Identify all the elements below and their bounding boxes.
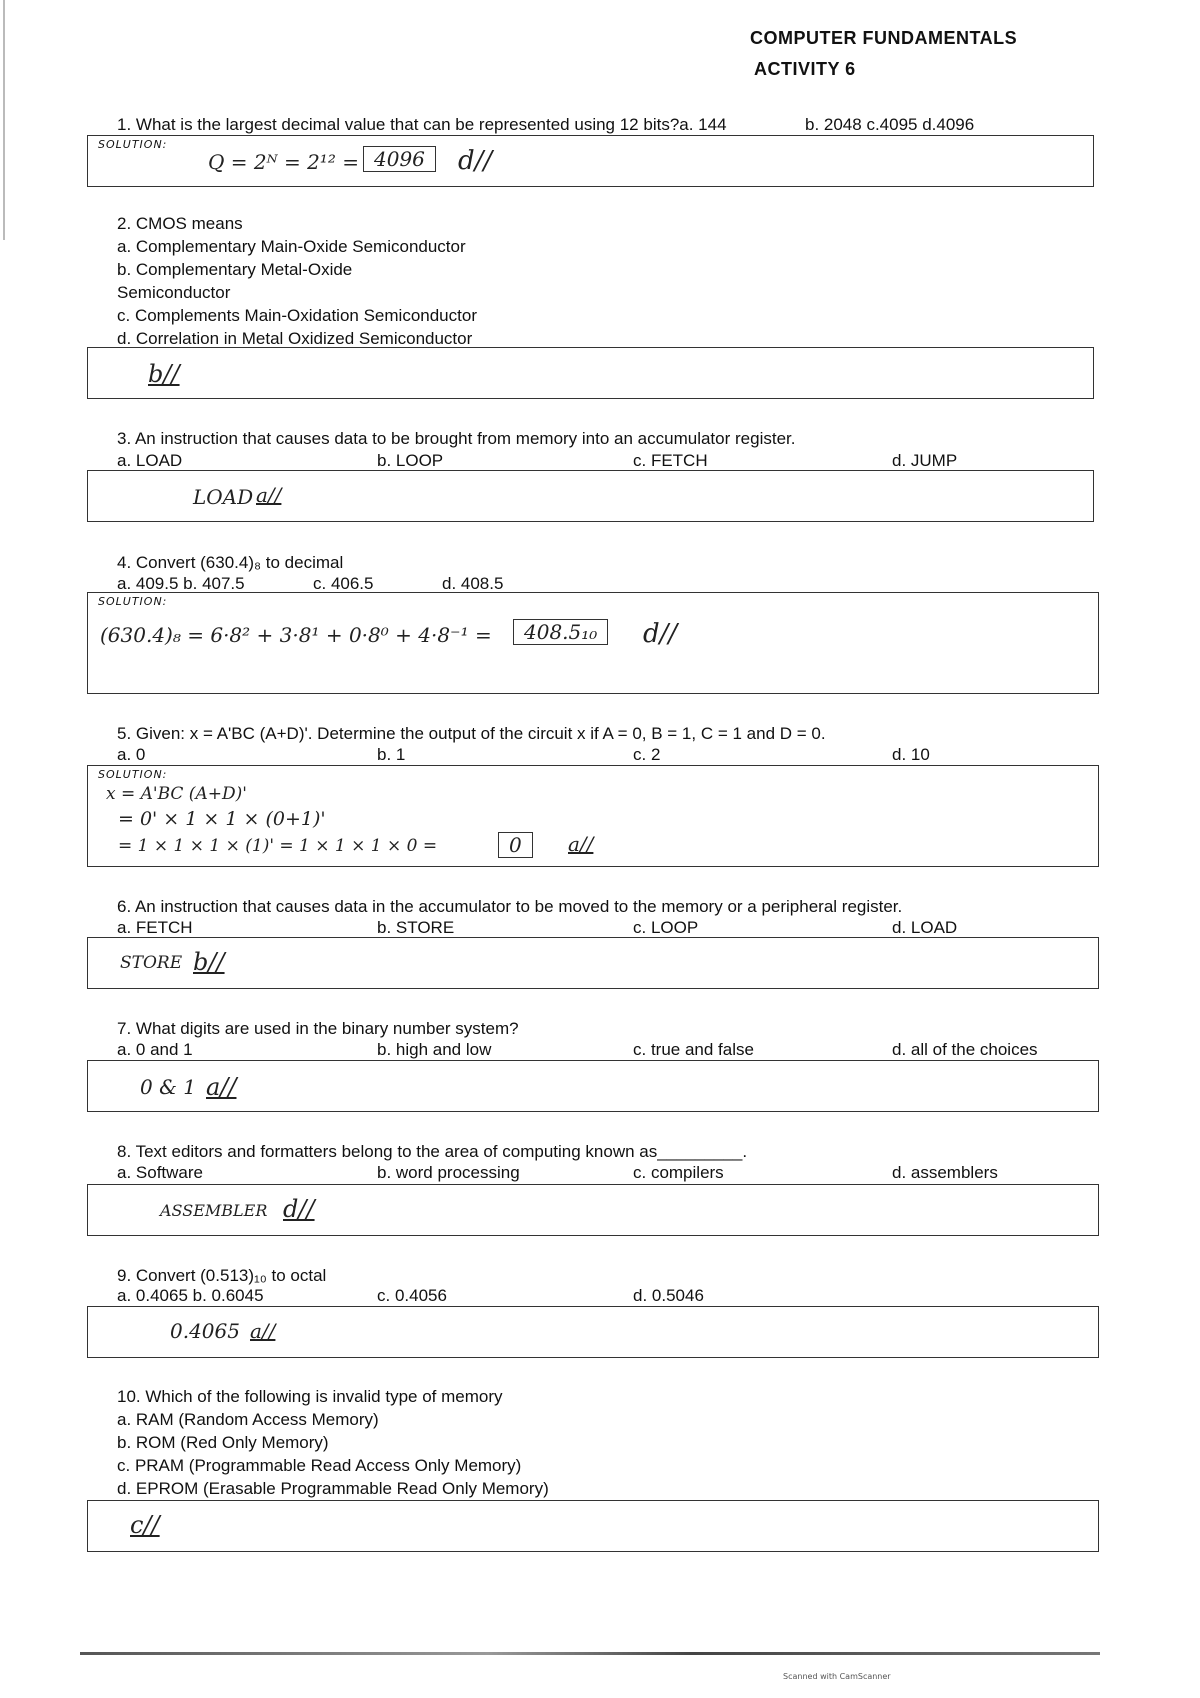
option-d: d. all of the choices bbox=[892, 1040, 1038, 1059]
q8-work: ASSEMBLER bbox=[160, 1201, 268, 1220]
q1-answer: d// bbox=[458, 146, 493, 176]
q7-work: 0 & 1 bbox=[140, 1075, 196, 1099]
q8-answer: d// bbox=[283, 1195, 315, 1223]
option-d: d. 10 bbox=[892, 745, 930, 764]
answer-box-5 bbox=[87, 765, 1099, 867]
option-c: c. compilers bbox=[633, 1163, 724, 1182]
answer-box-3 bbox=[87, 470, 1094, 522]
question-7-text: 7. What digits are used in the binary number system? bbox=[117, 1019, 519, 1038]
question-9-text: 9. Convert (0.513)₁₀ to octal bbox=[117, 1266, 327, 1285]
question-3-text: 3. An instruction that causes data to be brought from memory into an accumulator register. bbox=[117, 429, 796, 448]
q4-answer: d// bbox=[643, 619, 678, 649]
scan-edge-line bbox=[3, 0, 5, 240]
question-2-option-b: b. Complementary Metal-Oxide bbox=[117, 260, 353, 279]
option-b: b. word processing bbox=[377, 1163, 520, 1182]
q3-work: LOAD bbox=[193, 485, 254, 509]
question-10-option-c: c. PRAM (Programmable Read Access Only Memory) bbox=[117, 1456, 522, 1475]
answer-box-9 bbox=[87, 1306, 1099, 1358]
question-2-option-d: d. Correlation in Metal Oxidized Semiconductor bbox=[117, 329, 473, 348]
question-5-text: 5. Given: x = A'BC (A+D)'. Determine the output of the circuit x if A = 0, B = 1, C = 1 and D = 0. bbox=[117, 724, 826, 743]
page-subtitle: ACTIVITY 6 bbox=[754, 59, 856, 79]
q5-answer: a// bbox=[568, 832, 594, 856]
footer-scan-line bbox=[80, 1652, 1100, 1655]
option-b: b. STORE bbox=[377, 918, 455, 937]
option-a: a. FETCH bbox=[117, 918, 193, 937]
option-c: c. FETCH bbox=[633, 451, 708, 470]
question-4-text: 4. Convert (630.4)₈ to decimal bbox=[117, 553, 344, 572]
option-d: d. assemblers bbox=[892, 1163, 998, 1182]
question-6-text: 6. An instruction that causes data in the accumulator to be moved to the memory or a peripheral register. bbox=[117, 897, 903, 916]
question-10-option-d: d. EPROM (Erasable Programmable Read Only Memory) bbox=[117, 1479, 549, 1498]
option-c: c. 0.4056 bbox=[377, 1286, 447, 1305]
option-ab: a. 409.5 b. 407.5 bbox=[117, 574, 245, 593]
q2-answer: b// bbox=[148, 360, 180, 388]
q7-answer: a// bbox=[206, 1073, 237, 1101]
q3-answer: a// bbox=[256, 483, 282, 507]
question-10-option-a: a. RAM (Random Access Memory) bbox=[117, 1410, 379, 1429]
solution-label: SOLUTION: bbox=[98, 595, 168, 608]
q4-boxed-result: 408.5₁₀ bbox=[513, 619, 608, 645]
answer-box-7 bbox=[87, 1060, 1099, 1112]
question-8-text: 8. Text editors and formatters belong to the area of computing known as_________. bbox=[117, 1142, 748, 1161]
option-d: d. 0.5046 bbox=[633, 1286, 704, 1305]
option-d: d. JUMP bbox=[892, 451, 958, 470]
option-b: b. 1 bbox=[377, 745, 406, 764]
q5-boxed-result: 0 bbox=[498, 832, 533, 858]
q9-work: 0.4065 bbox=[170, 1319, 240, 1343]
q9-answer: a// bbox=[250, 1319, 276, 1343]
question-2-option-c: c. Complements Main-Oxidation Semiconductor bbox=[117, 306, 477, 325]
answer-box-2 bbox=[87, 347, 1094, 399]
question-2-text: 2. CMOS means bbox=[117, 214, 243, 233]
answer-box-10 bbox=[87, 1500, 1099, 1552]
question-1-options-bcd: b. 2048 c.4095 d.4096 bbox=[805, 115, 975, 134]
option-b: b. LOOP bbox=[377, 451, 444, 470]
q6-answer: b// bbox=[193, 948, 225, 976]
option-a: a. LOAD bbox=[117, 451, 183, 470]
option-b: b. high and low bbox=[377, 1040, 492, 1059]
question-2-option-a: a. Complementary Main-Oxide Semiconductor bbox=[117, 237, 466, 256]
option-d: d. LOAD bbox=[892, 918, 958, 937]
page-header bbox=[750, 28, 1017, 90]
solution-label: SOLUTION: bbox=[98, 138, 168, 151]
q5-work-line-3: = 1 × 1 × 1 × (1)' = 1 × 1 × 1 × 0 = bbox=[118, 836, 438, 856]
option-a: a. 0 and 1 bbox=[117, 1040, 193, 1059]
q1-boxed-result: 4096 bbox=[363, 146, 436, 172]
option-c: c. 406.5 bbox=[313, 574, 374, 593]
scan-watermark: Scanned with CamScanner bbox=[783, 1672, 891, 1681]
q5-work-line-1: x = A'BC (A+D)' bbox=[106, 784, 247, 804]
option-a: a. 0 bbox=[117, 745, 146, 764]
option-d: d. 408.5 bbox=[442, 574, 504, 593]
question-2 bbox=[117, 212, 477, 350]
option-c: c. 2 bbox=[633, 745, 661, 764]
answer-box-6 bbox=[87, 937, 1099, 989]
option-a: a. Software bbox=[117, 1163, 203, 1182]
q6-work: STORE bbox=[120, 953, 183, 973]
q5-work-line-2: = 0' × 1 × 1 × (0+1)' bbox=[118, 808, 326, 830]
q4-work: (630.4)₈ = 6·8² + 3·8¹ + 0·8⁰ + 4·8⁻¹ = bbox=[100, 623, 492, 647]
answer-box-1 bbox=[87, 135, 1094, 187]
question-10-text: 10. Which of the following is invalid type of memory bbox=[117, 1387, 503, 1406]
q1-work: Q = 2ᴺ = 2¹² = bbox=[208, 150, 359, 174]
option-ab: a. 0.4065 b. 0.6045 bbox=[117, 1286, 264, 1305]
question-10 bbox=[117, 1385, 549, 1500]
option-c: c. true and false bbox=[633, 1040, 754, 1059]
question-1-text: 1. What is the largest decimal value that can be represented using 12 bits?a. 144 bbox=[117, 115, 727, 134]
page-title: COMPUTER FUNDAMENTALS bbox=[750, 28, 1018, 48]
solution-label: SOLUTION: bbox=[98, 768, 168, 781]
question-10-option-b: b. ROM (Red Only Memory) bbox=[117, 1433, 329, 1452]
answer-box-8 bbox=[87, 1184, 1099, 1236]
q10-answer: c// bbox=[130, 1511, 160, 1539]
answer-box-4 bbox=[87, 592, 1099, 694]
question-2-option-b-cont: Semiconductor bbox=[117, 283, 231, 302]
option-c: c. LOOP bbox=[633, 918, 699, 937]
